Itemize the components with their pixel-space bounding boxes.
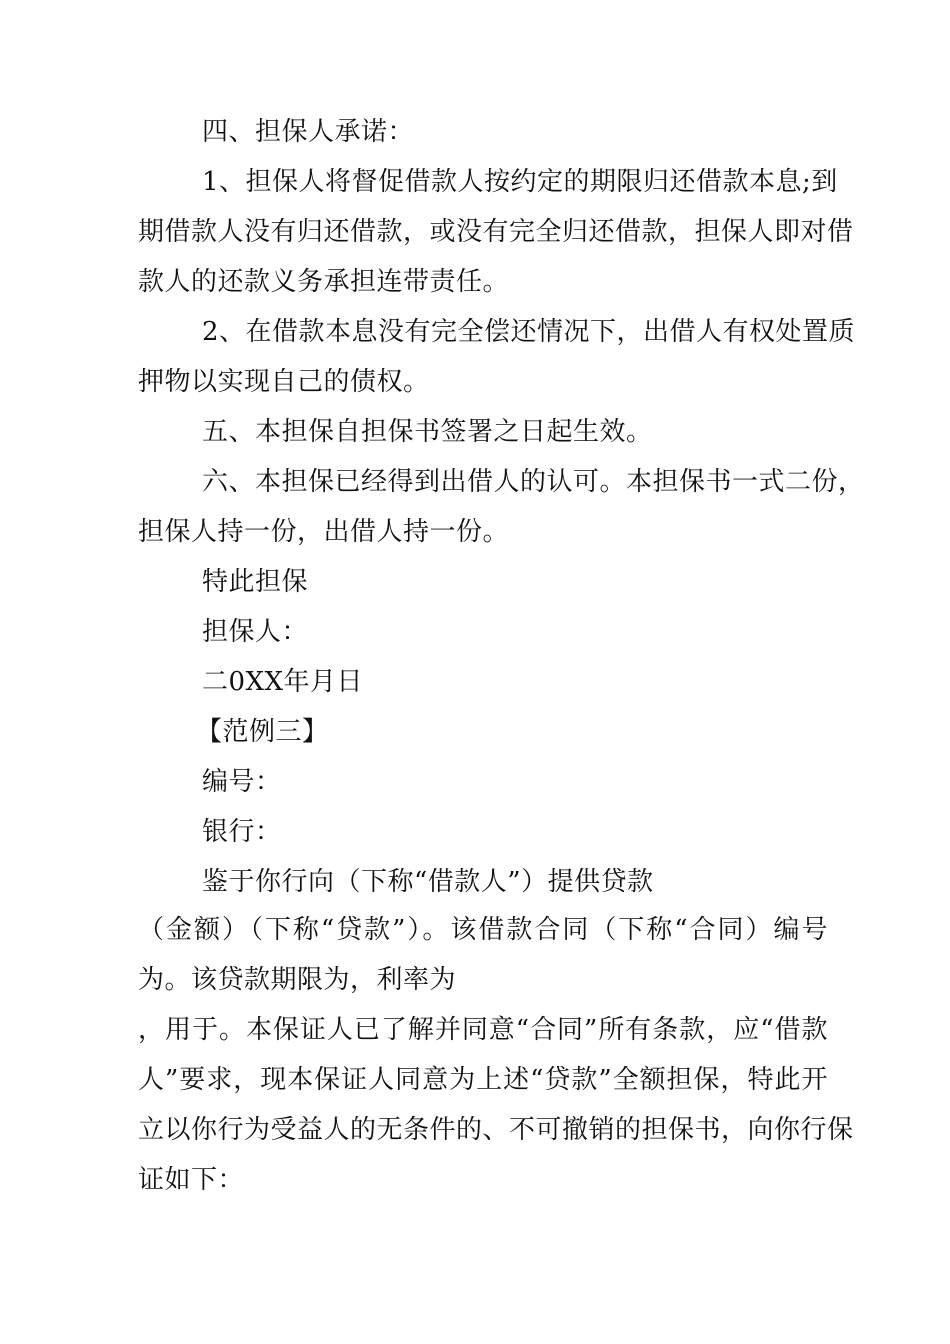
number-label: 编号： [202,767,282,797]
paragraph-line: 款人的还款义务承担连带责任。 [138,267,510,297]
paragraph-line: 人”要求，现本保证人同意为上述“贷款”全额担保，特此开 [138,1065,828,1095]
paragraph-line: 期借款人没有归还借款，或没有完全归还借款，担保人即对借 [138,217,854,247]
paragraph-line: 立以你行为受益人的无条件的、不可撤销的担保书，向你行保 [138,1115,854,1145]
paragraph-line: 2、在借款本息没有完全偿还情况下，出借人有权处置质 [202,317,856,347]
section-heading-effective-date: 五、本担保自担保书签署之日起生效。 [202,417,653,447]
guarantor-signature-label: 担保人： [202,617,309,647]
example-three-heading: 【范例三】 [196,717,329,747]
paragraph-line: （金额）（下称“贷款”）。该借款合同（下称“合同）编号 [138,915,828,945]
date-line: 二0XX年月日 [202,667,364,697]
bank-label: 银行： [202,817,282,847]
section-heading-approval: 六、本担保已经得到出借人的认可。本担保书一式二份， [202,467,865,497]
section-heading-guarantor-commitments: 四、担保人承诺： [202,117,415,147]
paragraph-line: 押物以实现自己的债权。 [138,367,430,397]
paragraph-line: ，用于。本保证人已了解并同意“合同”所有条款，应“借款 [138,1015,828,1045]
paragraph-line: 证如下： [138,1165,245,1195]
closing-phrase: 特此担保 [202,567,309,597]
paragraph-line: 为。该贷款期限为，利率为 [138,965,457,995]
paragraph-line: 鉴于你行向（下称“借款人”）提供贷款 [202,867,654,897]
paragraph-line: 1、担保人将督促借款人按约定的期限归还借款本息;到 [202,167,838,197]
paragraph-line: 担保人持一份，出借人持一份。 [138,517,510,547]
